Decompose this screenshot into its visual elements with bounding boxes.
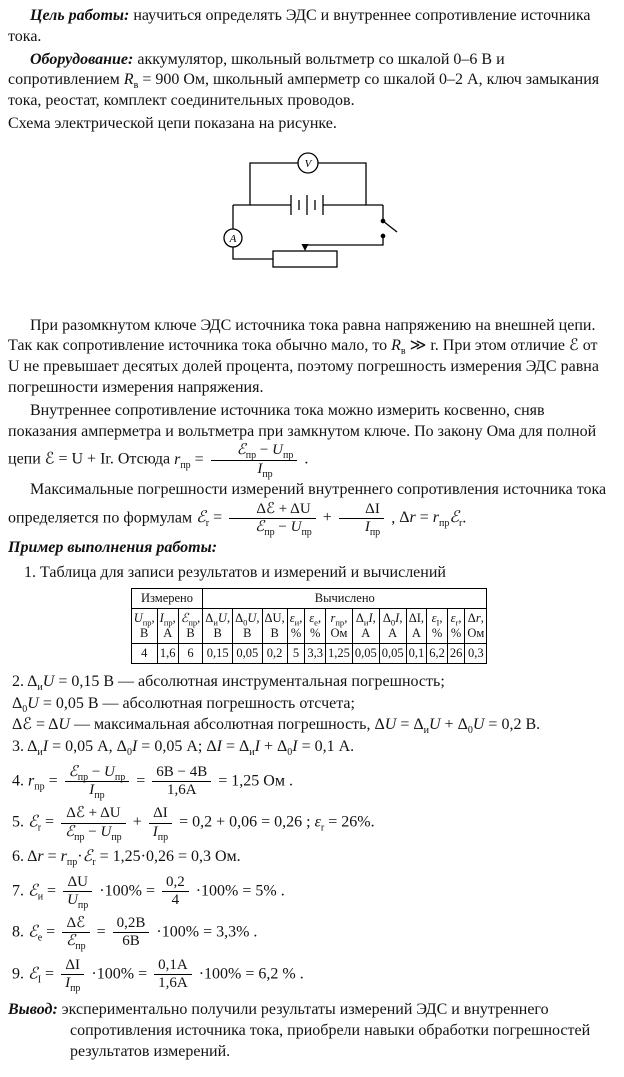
- equipment-label: Оборудование:: [30, 50, 134, 68]
- table-value-cell: 4: [131, 643, 157, 663]
- internal-resistance-text: Внутреннее сопротивление источника тока можно измерить косвенно, сняв показания амперметра и вольтметра при замкнутом ключе. По закону Ома для полной цепи ℰ = U + Ir. Отсюда: [8, 401, 597, 468]
- goal-label: Цель работы:: [30, 7, 130, 24]
- fraction: $\frac{ℰ_{пр} - U_{пр}}{I_{пр}}$: [65, 764, 130, 800]
- rheostat-icon: [273, 251, 337, 267]
- equipment-paragraph: [8, 50, 610, 112]
- table-column-header: $\varepsilon_е$, %: [305, 608, 326, 643]
- wire: [318, 163, 366, 205]
- item-2-line-2: $\Delta_0U = 0,05$ В — абсолютная погрешность отсчета;: [12, 694, 355, 715]
- table-column-header: ΔI, А: [406, 608, 427, 643]
- table-value-cell: 0,2: [262, 643, 287, 663]
- table-column-header: $\varepsilon_r$, %: [447, 608, 465, 643]
- scheme-sentence: Схема электрической цепи показана на рисунке.: [8, 114, 337, 132]
- equipment-text-1: аккумулятор, школьный вольтметр со шкалой 0–6 В и сопротивлением: [8, 50, 505, 89]
- table-column-header: $r_{пр}$, Ом: [325, 608, 352, 643]
- item-6: 6. $\Delta r = r_{пр}\cdot ℰ_r = 1,25\cdot 0,26 = 0,3$ Ом.: [12, 847, 241, 869]
- table-column-header: ℰ$_{пр}$, В: [178, 608, 203, 643]
- rheostat-slider-arrow: [302, 244, 309, 251]
- table-value-cell: 0,05: [352, 643, 379, 663]
- table-group-header: Измерено: [131, 588, 203, 608]
- fraction: $\frac{\Delta U}{U_{пр}}$: [63, 874, 92, 910]
- table-column-header: $\Delta_иI$, А: [352, 608, 379, 643]
- item-2-line-1: 2. $\Delta_иU = 0,15$ В — абсолютная инструментальная погрешность;: [12, 672, 445, 693]
- table-value-cell: 1,25: [325, 643, 352, 663]
- circuit-diagram: [203, 145, 415, 279]
- formula-rpr-definition: $r_{пр}$ = $\frac{ℰ_{пр} - U_{пр}}{I_{пр}}$: [174, 451, 300, 468]
- table-column-header: $U_{пр}$, В: [131, 608, 157, 643]
- goal-paragraph: [8, 6, 610, 48]
- calculation-items: [8, 672, 610, 992]
- conclusion-text: экспериментально получили результаты измерений ЭДС и внутреннего сопротивления источника тока, приобрели навыки обработки погрешностей результатов измерений.: [61, 1001, 591, 1060]
- open-key-text-1: При разомкнутом ключе ЭДС источника тока равна напряжению на внешней цепи. Так как сопротивление источника тока обычно мало, то: [8, 316, 596, 355]
- max-error-paragraph: [8, 480, 610, 536]
- circuit-figure: [8, 145, 610, 286]
- item-9: 9. ℰ$_I$ = $\frac{\Delta I}{I_{пр}}$ ·100% = $\frac{0,1А}{1,6А}$ ·100% = 6,2 % .: [12, 956, 304, 994]
- fraction: $\frac{0,2}{4}$: [162, 874, 189, 910]
- table-value-cell: 0,3: [465, 643, 487, 663]
- internal-resistance-paragraph: [8, 401, 610, 478]
- formula-relative-error-definition: ℰ$_r$ = $\frac{\text{Δℰ + ΔU}}{ℰ_{пр} - U_{пр}}$ + $\frac{\Delta I}{I_{пр}}$: [196, 509, 387, 526]
- item-7: 7. ℰ$_и$ = $\frac{\Delta U}{U_{пр}}$ ·100% = $\frac{0,2}{4}$ ·100% = 5% .: [12, 873, 285, 911]
- item-4: 4. $r_{пр}$ = $\frac{ℰ_{пр} - U_{пр}}{I_{пр}}$ = $\frac{6В - 4В}{1,6А}$ = 1,25 Ом .: [12, 763, 293, 802]
- open-key-paragraph: [8, 316, 610, 399]
- table-column-header: $\Delta_0U$, В: [233, 608, 262, 643]
- results-table: [131, 588, 488, 664]
- equipment-text-2: = 900 Ом, школьный амперметр со шкалой 0–2 А, ключ замыкания тока, реостат, комплект соединительных проводов.: [8, 71, 600, 110]
- item-5: 5. ℰ$_r$ = $\frac{\text{Δℰ + ΔU}}{ℰ_{пр} - U_{пр}}$ + $\frac{\Delta I}{I_{пр}}$ = 0,2 + 0,06 = 0,26 ; $\varepsilon_r = 26\%$.: [12, 805, 375, 843]
- conclusion-label: Вывод:: [8, 1001, 58, 1019]
- table-value-cell: 6: [178, 643, 203, 663]
- table-value-cell: 5: [287, 643, 305, 663]
- table-column-header: $\varepsilon_и$, %: [287, 608, 305, 643]
- voltmeter-resistance-symbol: R: [123, 71, 134, 89]
- conclusion-paragraph: [8, 1000, 610, 1062]
- table-group-header: Вычислено: [203, 588, 487, 608]
- table-column-header: ΔU, В: [262, 608, 287, 643]
- max-error-text: Максимальные погрешности измерений внутреннего сопротивления источника тока определяется по формулам: [8, 480, 607, 527]
- fraction: $\frac{\Delta I}{I_{пр}}$: [149, 805, 172, 841]
- sentence-end: .: [462, 509, 467, 527]
- table-value-cell: 0,1: [406, 643, 427, 663]
- voltmeter-label: V: [304, 157, 312, 170]
- fraction: $\frac{0,1А}{1,6А}$: [154, 957, 192, 993]
- voltmeter-resistance-subscript: в: [133, 80, 139, 92]
- table-column-header: $\Delta_0I$, А: [379, 608, 406, 643]
- resistance-symbol: R: [391, 337, 401, 355]
- table-column-header: $I_{пр}$, А: [157, 608, 178, 643]
- table-column-header: Δr, Ом: [465, 608, 487, 643]
- fraction: $\frac{\text{Δℰ}}{ℰ_{пр}}$: [62, 915, 89, 951]
- table-value-cell: 0,05: [233, 643, 262, 663]
- table-value-cell: 1,6: [157, 643, 178, 663]
- fraction: $\frac{\Delta I}{I_{пр}}$: [61, 957, 84, 993]
- table-value-cell: 0,05: [379, 643, 406, 663]
- fraction: $\frac{0,2В}{6В}$: [113, 915, 150, 951]
- example-heading: [8, 538, 610, 559]
- wire: [305, 237, 383, 246]
- item-3: 3. $\Delta_иI = 0,05$ А, $\Delta_0I = 0,05$ А; $\Delta I = \Delta_иI + \Delta_0I = 0,1$ А.: [12, 738, 355, 759]
- table-caption: 1. Таблица для записи результатов и измерений и вычислений: [24, 563, 446, 581]
- wire: [233, 247, 273, 259]
- table-column-header: $\Delta_иU$, В: [203, 608, 233, 643]
- goal-text: научиться определять ЭДС и внутреннее сопротивление источника тока.: [8, 7, 591, 45]
- switch-icon: [383, 221, 397, 232]
- table-value-cell: 26: [447, 643, 465, 663]
- fraction: $\frac{\Delta I}{I_{пр}}$: [339, 501, 384, 537]
- formula-dr-definition: $\Delta r = r_{пр}ℰ_r$: [399, 509, 463, 530]
- fraction: $\frac{\text{Δℰ + ΔU}}{ℰ_{пр} - U_{пр}}$: [61, 805, 126, 841]
- table-value-cell: 6,2: [427, 643, 448, 663]
- open-key-text-2: ≫ r. При этом отличие ℰ от U не превышает десятых долей процента, поэтому погрешность измерения ЭДС равна погрешности измерения напряжения.: [8, 337, 599, 396]
- formula-separator: ,: [387, 509, 400, 527]
- ammeter-label: A: [229, 232, 237, 245]
- battery-icon: [291, 195, 323, 215]
- fraction: $\frac{\text{Δℰ + ΔU}}{ℰ_{пр} - U_{пр}}$: [229, 501, 316, 537]
- item-8: 8. ℰ$_е$ = $\frac{\text{Δℰ}}{ℰ_{пр}}$ = $\frac{0,2В}{6В}$ ·100% = 3,3% .: [12, 915, 258, 953]
- example-heading-label: Пример выполнения работы:: [8, 539, 218, 557]
- sentence-end: .: [300, 450, 309, 468]
- fraction: $\frac{ℰ_{пр} - U_{пр}}{I_{пр}}$: [211, 442, 298, 478]
- fraction: $\frac{6В - 4В}{1,6А}$: [152, 764, 211, 800]
- item-2-line-3: Δℰ = ΔU — максимальная абсолютная погрешность, $\Delta U = \Delta_иU + \Delta_0U = 0,2$ В.: [12, 716, 541, 737]
- table-column-header: $\varepsilon_I$, %: [427, 608, 448, 643]
- table-value-cell: 3,3: [305, 643, 326, 663]
- resistance-subscript: в: [400, 346, 406, 358]
- table-value-cell: 0,15: [203, 643, 233, 663]
